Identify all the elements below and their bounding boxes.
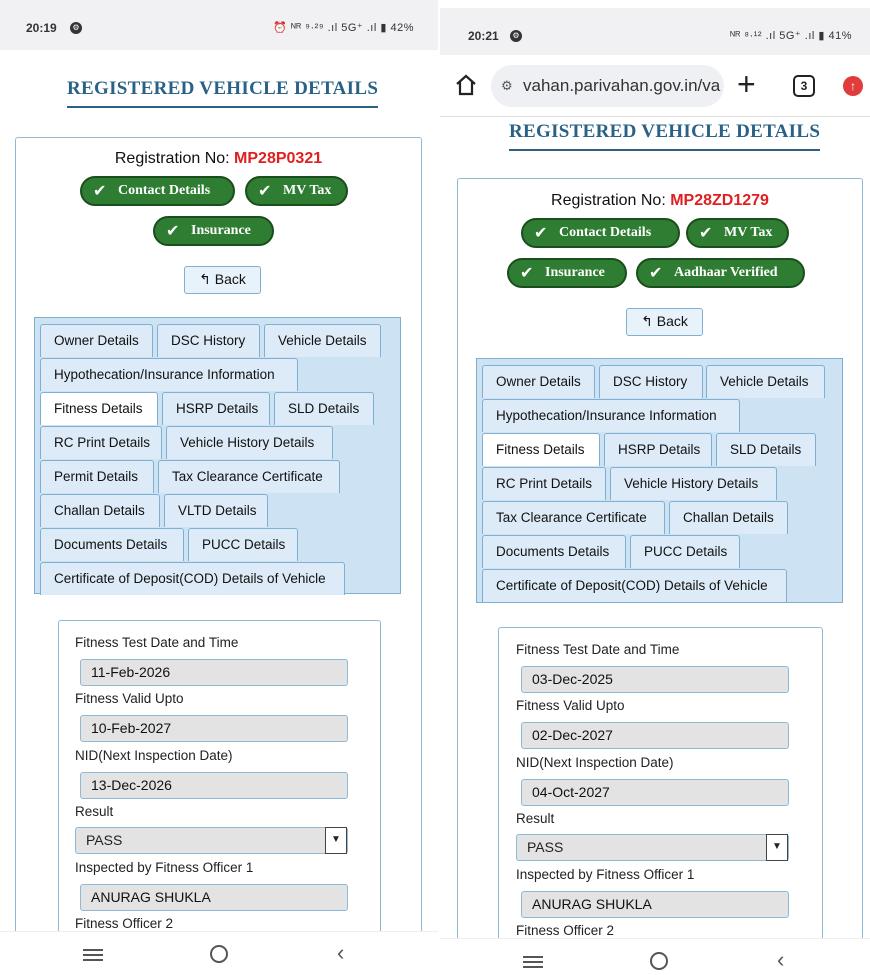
back-chevron-icon[interactable]: ‹: [337, 940, 345, 965]
vehicle-details-card: [457, 178, 863, 948]
status-time: 20:21: [468, 29, 499, 43]
check-icon: ✔: [93, 181, 107, 200]
result-select[interactable]: PASS ▼: [516, 834, 789, 861]
home-circle-icon[interactable]: [210, 945, 228, 963]
home-icon[interactable]: [454, 73, 478, 97]
fitness-test-date-label: Fitness Test Date and Time: [516, 642, 680, 657]
check-icon: ✔: [166, 221, 180, 240]
insurance-badge[interactable]: ✔ Insurance: [153, 216, 274, 246]
fitness-officer-1-label: Inspected by Fitness Officer 1: [516, 867, 695, 882]
tab-permit-details[interactable]: Permit Details: [40, 460, 154, 493]
tab-cod-details[interactable]: Certificate of Deposit(COD) Details of Vehicle: [40, 562, 345, 595]
tab-owner-details[interactable]: Owner Details: [40, 324, 153, 357]
mv-tax-badge[interactable]: ✔ MV Tax: [245, 176, 348, 206]
nid-field[interactable]: 13-Dec-2026: [80, 772, 348, 799]
tab-vltd-details[interactable]: VLTD Details: [164, 494, 268, 527]
back-chevron-icon[interactable]: ‹: [777, 947, 785, 972]
fitness-valid-upto-field[interactable]: 10-Feb-2027: [80, 715, 348, 742]
result-label: Result: [516, 811, 555, 826]
tab-tax-clearance-certificate[interactable]: Tax Clearance Certificate: [482, 501, 665, 534]
aadhaar-verified-badge[interactable]: ✔ Aadhaar Verified: [636, 258, 805, 288]
tab-vehicle-history-details[interactable]: Vehicle History Details: [166, 426, 333, 459]
tab-dsc-history[interactable]: DSC History: [599, 365, 703, 398]
browser-toolbar: [440, 55, 870, 117]
tab-hypothecation-insurance[interactable]: Hypothecation/Insurance Information: [482, 399, 740, 432]
nid-label: NID(Next Inspection Date): [516, 755, 674, 770]
check-icon: ✔: [649, 263, 663, 282]
back-arrow-icon: ↰: [641, 313, 657, 329]
status-indicators: ⏰ ᴺᴿ ⁹·²⁹ .ıl 5G⁺ .ıl ▮ 42%: [273, 22, 414, 34]
tab-documents-details[interactable]: Documents Details: [482, 535, 626, 568]
tab-pucc-details[interactable]: PUCC Details: [188, 528, 298, 561]
android-nav-bar: [440, 938, 870, 975]
tab-fitness-details[interactable]: Fitness Details: [40, 392, 158, 425]
dropdown-arrow-icon[interactable]: ▼: [766, 834, 788, 861]
tab-switcher-button[interactable]: 3: [793, 75, 815, 97]
registration-number: MP28ZD1279: [670, 192, 769, 209]
fitness-valid-upto-label: Fitness Valid Upto: [75, 691, 184, 706]
fitness-details-form: [58, 620, 381, 950]
tab-vehicle-history-details[interactable]: Vehicle History Details: [610, 467, 777, 500]
fitness-valid-upto-field[interactable]: 02-Dec-2027: [521, 722, 789, 749]
status-bar: [0, 0, 438, 50]
tab-hsrp-details[interactable]: HSRP Details: [604, 433, 712, 466]
right-phone-screen: [440, 0, 870, 975]
tab-sld-details[interactable]: SLD Details: [716, 433, 816, 466]
details-tab-panel: [34, 317, 401, 594]
page-title: REGISTERED VEHICLE DETAILS: [509, 121, 820, 151]
fitness-officer-1-field[interactable]: ANURAG SHUKLA: [521, 891, 789, 918]
fitness-officer-2-label: Fitness Officer 2: [516, 923, 615, 938]
contact-details-badge[interactable]: ✔ Contact Details: [80, 176, 235, 206]
recent-apps-icon[interactable]: [523, 956, 543, 968]
fitness-officer-1-label: Inspected by Fitness Officer 1: [75, 860, 254, 875]
fitness-officer-1-field[interactable]: ANURAG SHUKLA: [80, 884, 348, 911]
android-nav-bar: [0, 931, 438, 975]
registration-label: Registration No:: [114, 150, 230, 167]
mv-tax-badge[interactable]: ✔ MV Tax: [686, 218, 789, 248]
page-title: REGISTERED VEHICLE DETAILS: [67, 78, 378, 108]
nid-field[interactable]: 04-Oct-2027: [521, 779, 789, 806]
tab-rc-print-details[interactable]: RC Print Details: [40, 426, 162, 459]
status-bar: [440, 8, 870, 58]
new-tab-icon[interactable]: +: [737, 66, 756, 102]
nid-label: NID(Next Inspection Date): [75, 748, 233, 763]
registration-line: [16, 150, 421, 168]
tab-fitness-details[interactable]: Fitness Details: [482, 433, 600, 466]
tab-pucc-details[interactable]: PUCC Details: [630, 535, 740, 568]
tab-challan-details[interactable]: Challan Details: [669, 501, 788, 534]
status-time: 20:19: [26, 21, 57, 35]
check-icon: ✔: [520, 263, 534, 282]
fitness-test-date-field[interactable]: 03-Dec-2025: [521, 666, 789, 693]
tab-dsc-history[interactable]: DSC History: [157, 324, 260, 357]
result-select[interactable]: PASS ▼: [75, 827, 348, 854]
status-indicators: ᴺᴿ ⁸·¹² .ıl 5G⁺ .ıl ▮ 41%: [730, 30, 852, 42]
fitness-valid-upto-label: Fitness Valid Upto: [516, 698, 625, 713]
fitness-details-form: [498, 627, 823, 957]
back-button[interactable]: ↰ Back: [184, 266, 261, 294]
fitness-officer-2-label: Fitness Officer 2: [75, 916, 174, 931]
notification-icon: ⚙: [510, 30, 522, 42]
tab-documents-details[interactable]: Documents Details: [40, 528, 184, 561]
tab-hypothecation-insurance[interactable]: Hypothecation/Insurance Information: [40, 358, 298, 391]
fitness-test-date-label: Fitness Test Date and Time: [75, 635, 239, 650]
check-icon: ✔: [534, 223, 548, 242]
tab-challan-details[interactable]: Challan Details: [40, 494, 160, 527]
tab-cod-details[interactable]: Certificate of Deposit(COD) Details of Vehicle: [482, 569, 787, 602]
tab-vehicle-details[interactable]: Vehicle Details: [706, 365, 825, 398]
tab-tax-clearance-certificate[interactable]: Tax Clearance Certificate: [158, 460, 340, 493]
tab-vehicle-details[interactable]: Vehicle Details: [264, 324, 381, 357]
notification-icon: ⚙: [70, 22, 82, 34]
registration-number: MP28P0321: [234, 150, 323, 167]
tab-sld-details[interactable]: SLD Details: [274, 392, 374, 425]
vehicle-details-card: [15, 137, 422, 937]
registration-label: Registration No:: [551, 192, 666, 209]
contact-details-badge[interactable]: ✔ Contact Details: [521, 218, 680, 248]
insurance-badge[interactable]: ✔ Insurance: [507, 258, 627, 288]
home-circle-icon[interactable]: [650, 952, 668, 970]
check-icon: ✔: [699, 223, 713, 242]
result-label: Result: [75, 804, 114, 819]
tab-hsrp-details[interactable]: HSRP Details: [162, 392, 270, 425]
check-icon: ✔: [258, 181, 272, 200]
tab-rc-print-details[interactable]: RC Print Details: [482, 467, 606, 500]
tab-owner-details[interactable]: Owner Details: [482, 365, 595, 398]
back-arrow-icon: ↰: [199, 271, 215, 287]
fitness-test-date-field[interactable]: 11-Feb-2026: [80, 659, 348, 686]
details-tab-panel: [476, 358, 843, 603]
dropdown-arrow-icon[interactable]: ▼: [325, 827, 347, 854]
back-button[interactable]: ↰ Back: [626, 308, 703, 336]
update-icon[interactable]: ↑: [843, 76, 863, 96]
registration-line: [458, 192, 862, 210]
site-settings-icon[interactable]: ⚙: [501, 78, 513, 93]
address-bar[interactable]: ⚙ vahan.parivahan.gov.in/va: [491, 65, 724, 107]
recent-apps-icon[interactable]: [83, 949, 103, 961]
